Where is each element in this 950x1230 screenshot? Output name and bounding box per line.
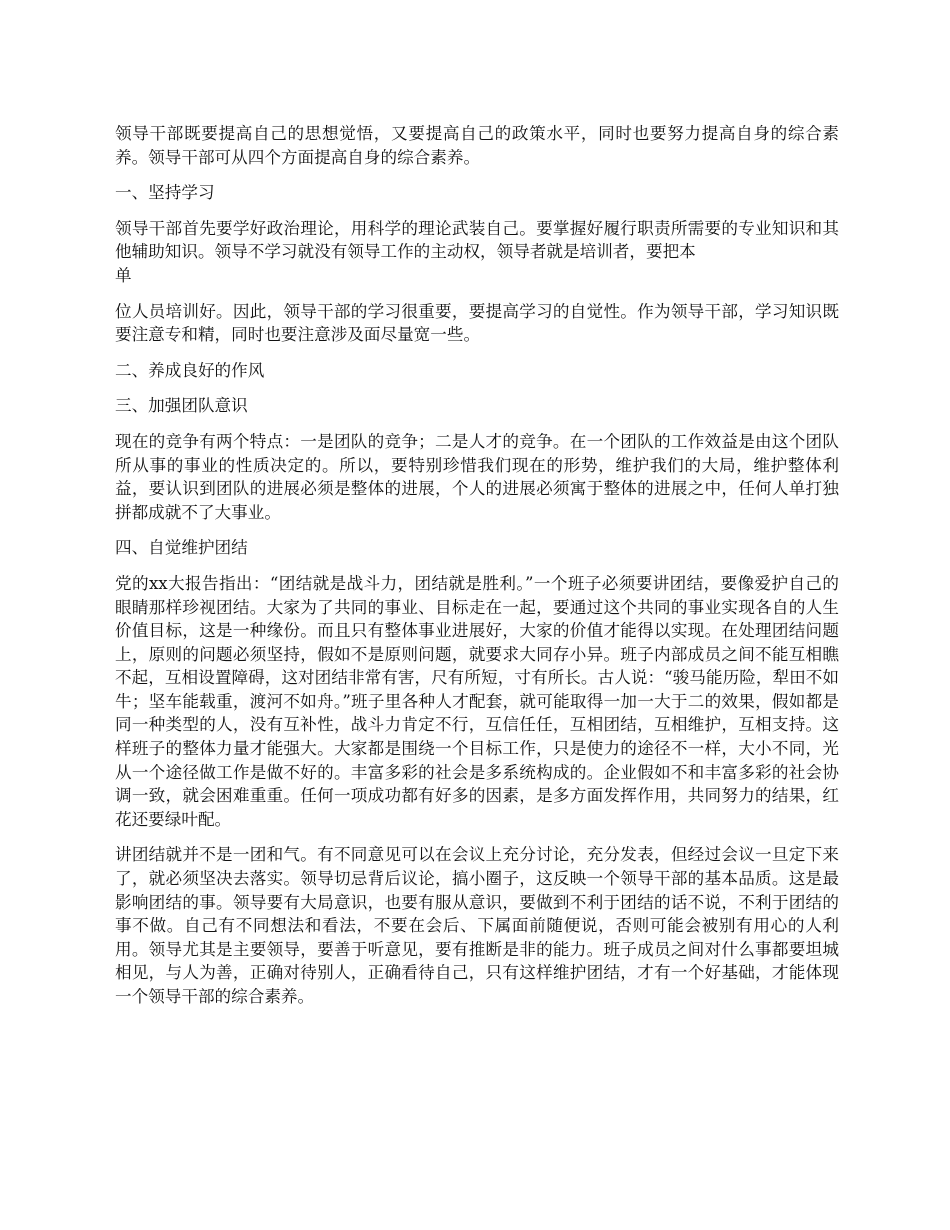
document-body (115, 122, 839, 1021)
section-heading-unity: 四、自觉维护团结 (115, 538, 248, 558)
section-heading-study: 一、坚持学习 (115, 183, 215, 203)
intro-paragraph: 领导干部既要提高自己的思想觉悟，又要提高自己的政策水平，同时也要努力提高自身的综合素养。领导干部可从四个方面提高自身的综合素养。 (115, 124, 839, 167)
section-heading-style: 二、养成良好的作风 (115, 360, 265, 380)
teamwork-paragraph: 现在的竞争有两个特点：一是团队的竞争；二是人才的竞争。在一个团队的工作效益是由这个团队所从事的事业的性质决定的。所以，要特别珍惜我们现在的形势，维护我们的大局，维护整体利益，要认识到团队的进展必须是整体的进展，个人的进展必须寓于整体的进展之中，任何人单打独拼都成就不了大事业。 (115, 431, 839, 522)
study-paragraph-1 (115, 217, 839, 288)
study-paragraph-2: 位人员培训好。因此，领导干部的学习很重要，要提高学习的自觉性。作为领导干部，学习知识既要注意专和精，同时也要注意涉及面尽量宽一些。 (115, 301, 839, 345)
study-paragraph-1-tail: 单 (115, 265, 132, 285)
unity-paragraph-1: 党的xx大报告指出：“团结就是战斗力，团结就是胜利。”一个班子必须要讲团结，要像爱护自己的眼睛那样珍视团结。大家为了共同的事业、目标走在一起，要通过这个共同的事业实现各自的人生价值目标，这是一种缘份。而且只有整体事业进展好，大家的价值才能得以实现。在处理团结问题上，原则的问题必须坚持，假如不是原则问题，就要求大同存小异。班子内部成员之间不能互相瞧不起，互相设置障碍，这对团结非常有害，尺有所短，寸有所长。古人说：“骏马能历险，犁田不如牛；坚车能载重，渡河不如舟。”班子里各种人才配套，就可能取得一加一大于二的效果，假如都是同一种类型的人，没有互补性，战斗力肯定不行，互信任任，互相团结，互相维护，互相支持。这样班子的整体力量才能强大。大家都是围绕一个目标工作，只是使力的途径不一样，大小不同，光从一个途径做工作是做不好的。丰富多彩的社会是多系统构成的。企业假如不和丰富多彩的社会协调一致，就会困难重重。任何一项成功都有好多的因素，是多方面发挥作用，共同努力的结果，红花还要绿叶配。 (115, 573, 839, 829)
section-heading-teamwork: 三、加强团队意识 (115, 396, 248, 416)
unity-paragraph-2: 讲团结就并不是一团和气。有不同意见可以在会议上充分讨论，充分发表，但经过会议一旦定下来了，就必须坚决去落实。领导切忌背后议论，搞小圈子，这反映一个领导干部的基本品质。这是最影响团结的事。领导要有大局意识，也要有服从意识，要做到不利于团结的话不说，不利于团结的事不做。自己有不同想法和看法，不要在会后、下属面前随便说，否则可能会被别有用心的人利用。领导尤其是主要领导，要善于听意见，要有推断是非的能力。班子成员之间对什么事都要坦城相见，与人为善，正确对待别人，正确看待自己，只有这样维护团结，才有一个好基础，才能体现一个领导干部的综合素养。 (115, 845, 839, 1006)
study-paragraph-1-text: 领导干部首先要学好政治理论，用科学的理论武装自己。要掌握好履行职责所需要的专业知识和其他辅助知识。领导不学习就没有领导工作的主动权，领导者就是培训者，要把本 (115, 218, 839, 262)
